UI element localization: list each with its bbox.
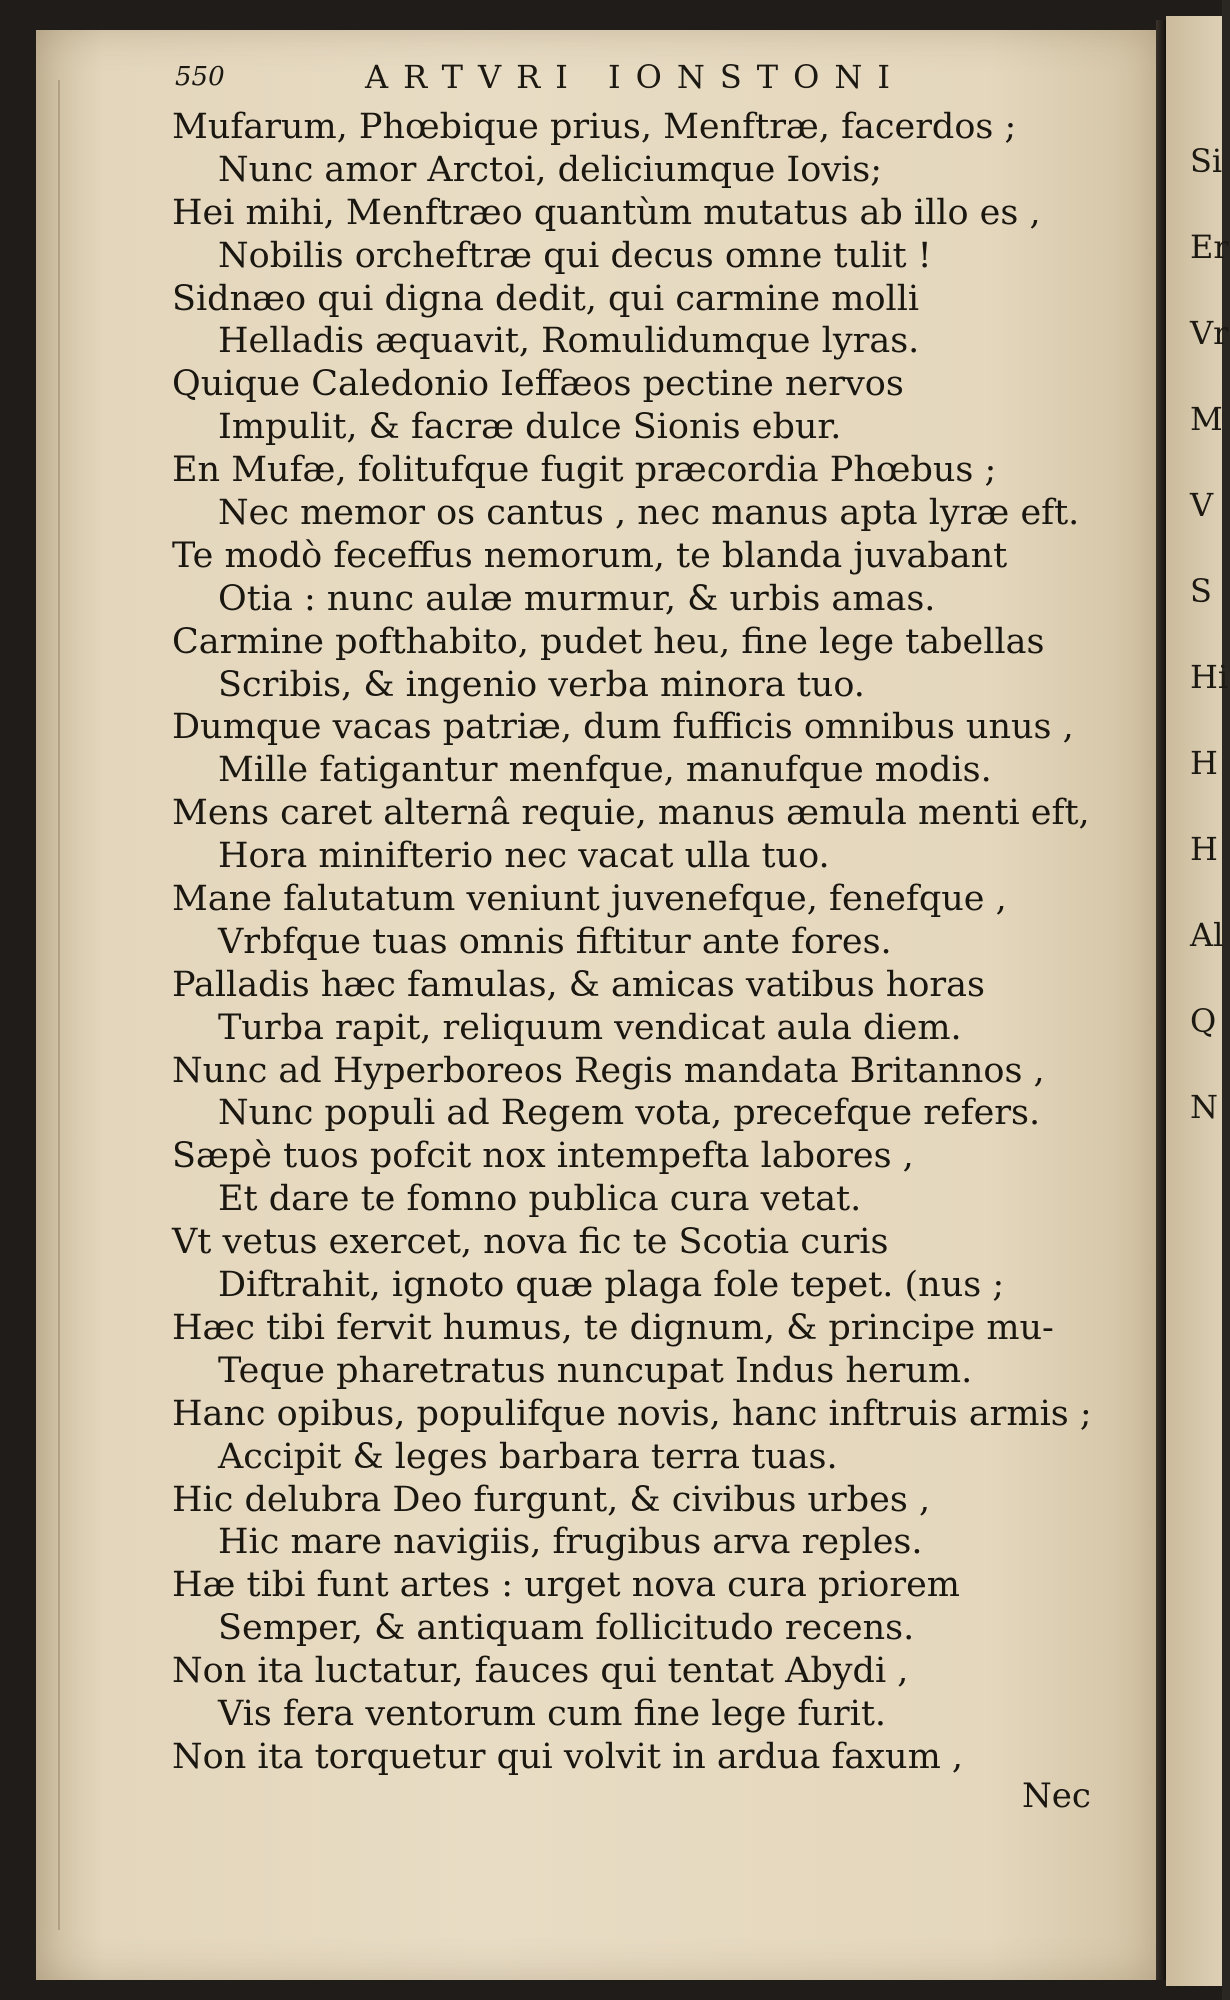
- page-edge-shadow: [58, 80, 60, 1930]
- verse-line: Mens caret alternâ requie, manus æmula menti eft,: [172, 793, 1090, 834]
- running-title: ARTVRI IONSTONI: [365, 58, 906, 96]
- facing-page-fragment: M: [1190, 400, 1223, 438]
- facing-page-fragment: Al: [1190, 916, 1224, 954]
- verse-line: Vrbfque tuas omnis fiftitur ante fores.: [218, 921, 892, 962]
- verse-line: Hæc tibi fervit humus, te dignum, & principe mu-: [172, 1307, 1054, 1348]
- verse-line: Hei mihi, Menftræo quantùm mutatus ab illo es ,: [172, 192, 1041, 233]
- page-number: 550: [175, 62, 225, 92]
- verse-line: Vt vetus exercet, nova fic te Scotia curis: [172, 1222, 889, 1263]
- facing-page-fragment: Hi: [1190, 658, 1229, 696]
- verse-line: Hic delubra Deo furgunt, & civibus urbes ,: [172, 1479, 931, 1520]
- verse-line: Hic mare navigiis, frugibus arva reples.: [218, 1522, 923, 1563]
- verse-line: Sidnæo qui digna dedit, qui carmine molli: [172, 278, 920, 319]
- facing-page-fragment: Q: [1190, 1002, 1217, 1040]
- verse-line: Hora minifterio nec vacat ulla tuo.: [218, 836, 830, 877]
- verse-line: Te modò feceffus nemorum, te blanda juvabant: [172, 535, 1008, 576]
- facing-page-fragment: Er: [1190, 228, 1229, 266]
- verse-line: Sæpè tuos pofcit nox intempefta labores ,: [172, 1136, 914, 1177]
- verse-line: Helladis æquavit, Romulidumque lyras.: [218, 321, 920, 362]
- verse-line: Accipit & leges barbara terra tuas.: [218, 1436, 838, 1477]
- facing-page-fragment: V: [1190, 486, 1214, 524]
- verse-line: Mille fatigantur menfque, manufque modis.: [218, 750, 992, 791]
- verse-line: Scribis, & ingenio verba minora tuo.: [218, 664, 865, 705]
- verse-line: Dumque vacas patriæ, dum fufficis omnibus unus ,: [172, 707, 1074, 748]
- facing-page-fragment: Si: [1190, 142, 1223, 180]
- facing-page-fragment: H: [1190, 744, 1218, 782]
- page-header: [175, 58, 955, 98]
- verse-line: Mane falutatum veniunt juvenefque, fenefque ,: [172, 879, 1007, 920]
- facing-page-fragment: Vr: [1190, 314, 1229, 352]
- verse-line: Vis fera ventorum cum fine lege furit.: [218, 1693, 887, 1734]
- verse-line: Hæ tibi funt artes : urget nova cura priorem: [172, 1565, 960, 1606]
- verse-line: Impulit, & facræ dulce Sionis ebur.: [218, 407, 842, 448]
- verse-line: Otia : nunc aulæ murmur, & urbis amas.: [218, 578, 936, 619]
- verse-line: Nunc amor Arctoi, deliciumque Iovis;: [218, 149, 883, 190]
- verse-line: Carmine pofthabito, pudet heu, fine lege tabellas: [172, 621, 1045, 662]
- verse-line: Nobilis orcheftræ qui decus omne tulit !: [218, 235, 932, 276]
- verse-line: Palladis hæc famulas, & amicas vatibus horas: [172, 964, 985, 1005]
- facing-page-edge: [1166, 16, 1222, 1986]
- verse-line: Et dare te fomno publica cura vetat.: [218, 1179, 862, 1220]
- verse-line: Hanc opibus, populifque novis, hanc inftruis armis ;: [172, 1393, 1092, 1434]
- verse-line: Mufarum, Phœbique prius, Menftræ, facerdos ;: [172, 107, 1017, 147]
- verse-line: Non ita torquetur qui volvit in ardua faxum ,: [172, 1736, 964, 1777]
- verse-line: Nunc populi ad Regem vota, precefque refers.: [218, 1093, 1041, 1134]
- verse-line: En Mufæ, folitufque fugit præcordia Phœbus ;: [172, 450, 997, 491]
- verse-line: Turba rapit, reliquum vendicat aula diem.: [218, 1007, 962, 1048]
- facing-page-fragment: H: [1190, 830, 1218, 868]
- verse-line: Quique Caledonio Ieffæos pectine nervos: [172, 364, 904, 405]
- verse-line: Nunc ad Hyperboreos Regis mandata Britannos ,: [172, 1050, 1045, 1091]
- verse-text: [172, 106, 1102, 1779]
- book-gutter: [1156, 20, 1166, 1980]
- verse-line: Nec memor os cantus , nec manus apta lyræ eft.: [218, 493, 1080, 534]
- verse-line: Teque pharetratus nuncupat Indus herum.: [218, 1350, 973, 1391]
- verse-line: Diftrahit, ignoto quæ plaga fole tepet. (nus ;: [218, 1265, 1005, 1306]
- catchword: Nec: [1022, 1776, 1091, 1816]
- verse-line: Non ita luctatur, fauces qui tentat Abydi ,: [172, 1651, 909, 1692]
- facing-page-fragment: N: [1190, 1088, 1218, 1126]
- facing-page-fragment: S: [1190, 572, 1212, 610]
- verse-line: Semper, & antiquam follicitudo recens.: [218, 1608, 915, 1649]
